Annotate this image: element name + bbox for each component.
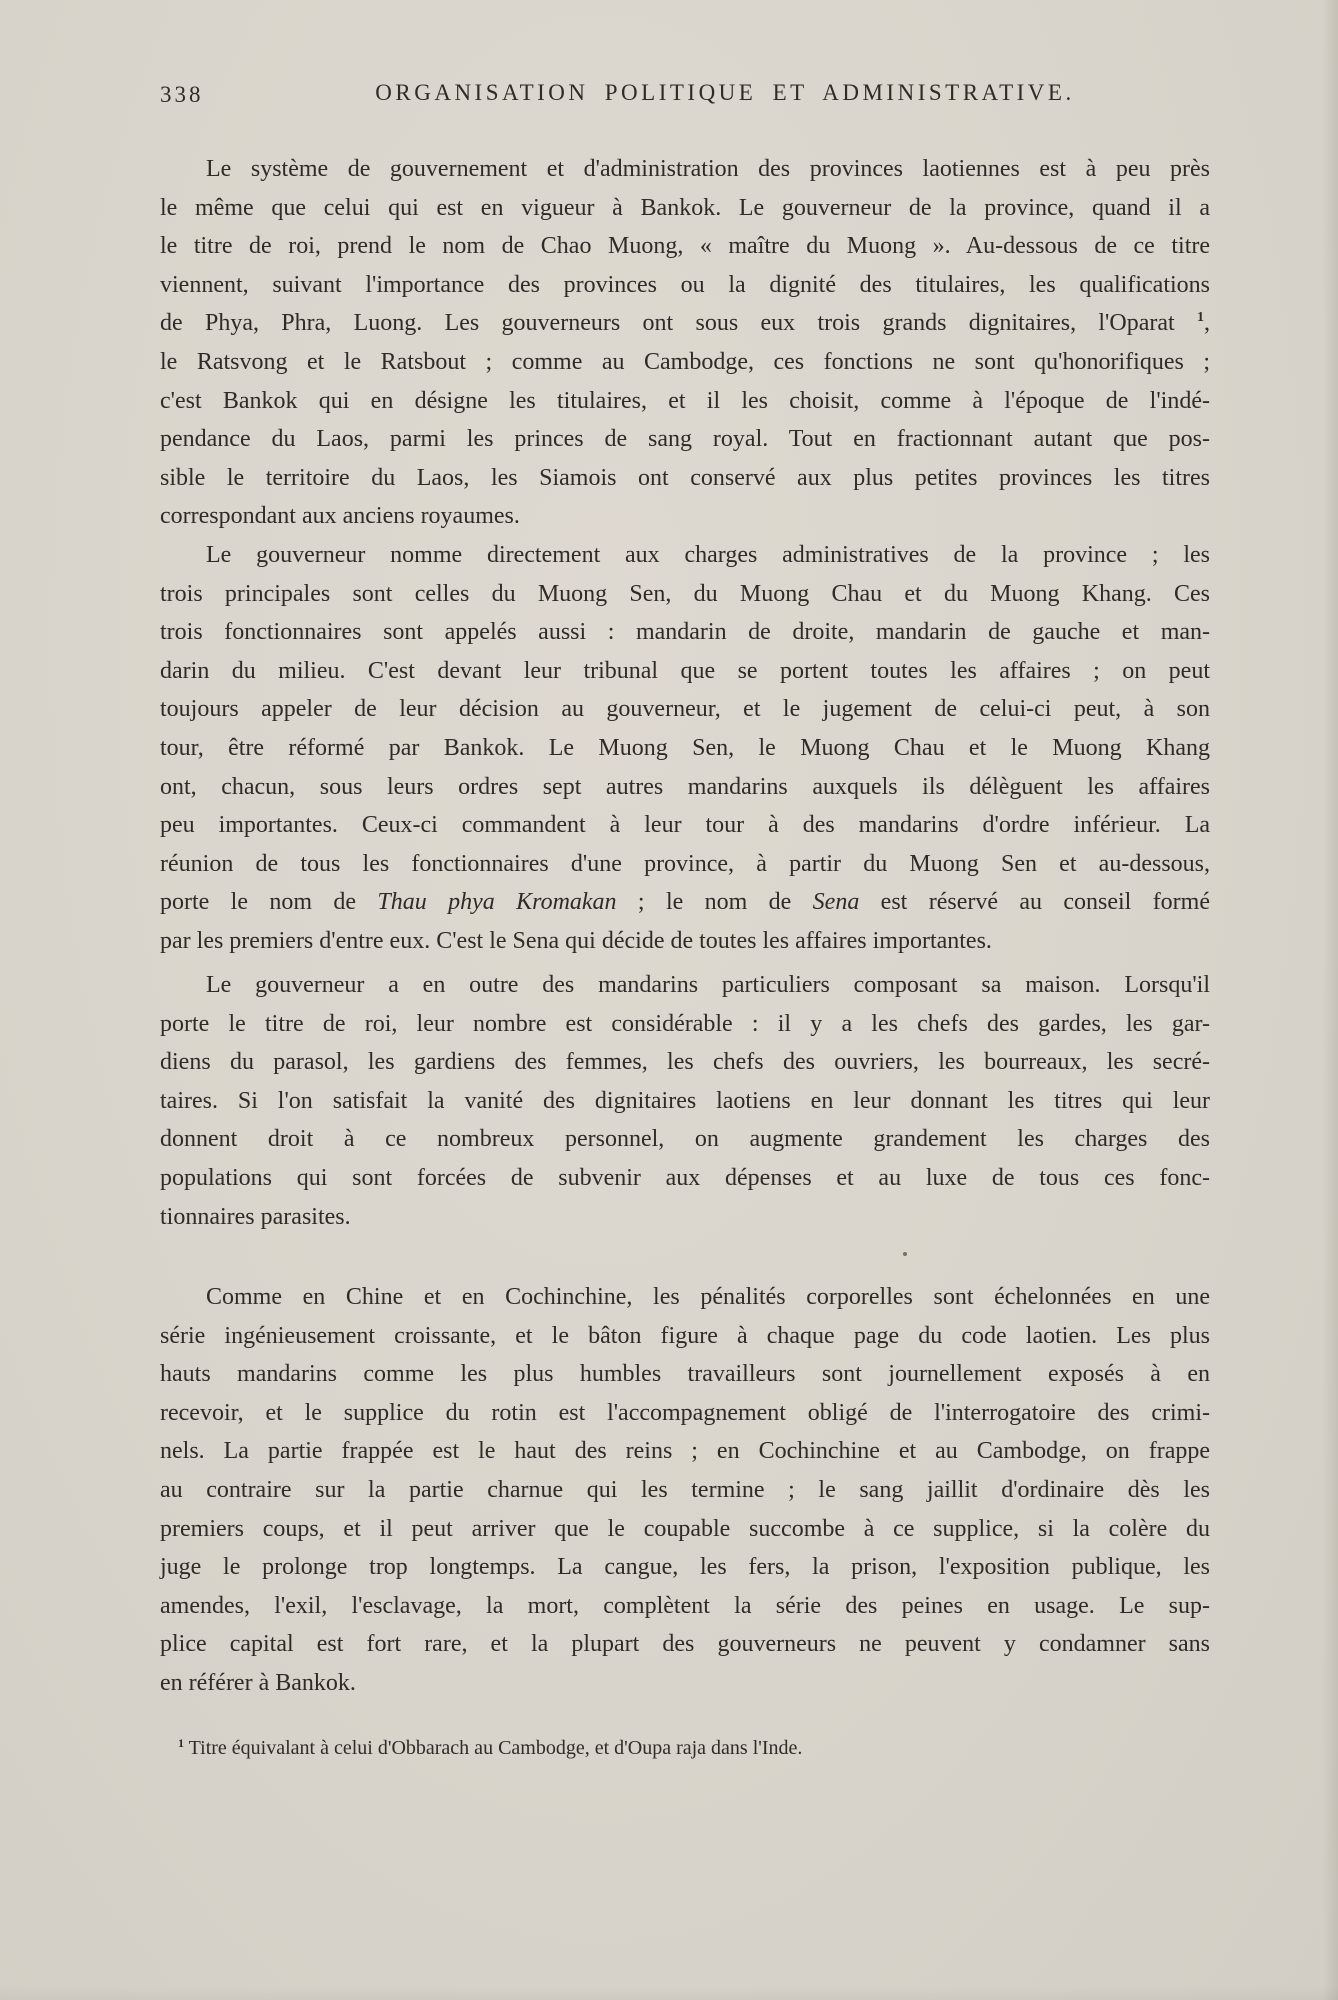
text-line: populations qui sont forcées de subvenir aux dépenses et au luxe de tous ces fonc- — [160, 1164, 1210, 1191]
text-line: peu importantes. Ceux-ci commandent à leur tour à des mandarins d'ordre inférieur. La — [160, 812, 1210, 839]
text-line: Le gouverneur a en outre des mandarins particuliers composant sa maison. Lorsqu'il — [206, 972, 1210, 998]
text-line: correspondant aux anciens royaumes. — [160, 503, 520, 530]
text-segment: est réservé au conseil formé — [859, 889, 1210, 916]
text-line: tour, être réformé par Bankok. Le Muong Sen, le Muong Chau et le Muong Khang — [160, 734, 1210, 761]
text-line: c'est Bankok qui en désigne les titulaires, et il les choisit, comme à l'époque de l'indé- — [160, 387, 1210, 414]
italic-term: Thau phya Kromakan — [377, 889, 617, 916]
text-line: hauts mandarins comme les plus humbles travailleurs sont journellement exposés à en — [160, 1361, 1210, 1388]
text-line: nels. La partie frappée est le haut des reins ; en Cochinchine et au Cambodge, on frappe — [160, 1438, 1210, 1465]
text-line: au contraire sur la partie charnue qui les termine ; le sang jaillit d'ordinaire dès les — [160, 1476, 1210, 1503]
text-line: Le système de gouvernement et d'administration des provinces laotiennes est à peu près — [206, 156, 1210, 182]
paragraph-3 — [160, 966, 1210, 1236]
text-line — [160, 304, 1210, 343]
text-segment: porte le nom de — [160, 889, 378, 916]
text-line: réunion de tous les fonctionnaires d'une province, à partir du Muong Sen et au-dessous, — [160, 850, 1210, 877]
text-line: viennent, suivant l'importance des provinces ou la dignité des titulaires, les qualifications — [160, 271, 1210, 298]
text-line: recevoir, et le supplice du rotin est l'accompagnement obligé de l'interrogatoire des crimi- — [160, 1399, 1210, 1426]
text-line: porte le titre de roi, leur nombre est considérable : il y a les chefs des gardes, les gar- — [160, 1010, 1210, 1037]
text-segment: de Phya, Phra, Luong. Les gouverneurs ont sous eux trois grands dignitaires, l'Oparat — [160, 310, 1197, 337]
text-line: taires. Si l'on satisfait la vanité des dignitaires laotiens en leur donnant les titres qui leur — [160, 1087, 1210, 1114]
text-line: toujours appeler de leur décision au gouverneur, et le jugement de celui-ci peut, à son — [160, 696, 1210, 723]
text-line: tionnaires parasites. — [160, 1203, 351, 1230]
page-edge-shadow — [1322, 0, 1338, 2000]
text-line: sible le territoire du Laos, les Siamois ont conservé aux plus petites provinces les titres — [160, 464, 1210, 491]
text-line: plice capital est fort rare, et la plupart des gouverneurs ne peuvent y condamner sans — [160, 1631, 1210, 1658]
text-line: le titre de roi, prend le nom de Chao Muong, « maître du Muong ». Au-dessous de ce titre — [160, 233, 1210, 260]
text-line — [160, 883, 1210, 922]
text-line: trois fonctionnaires sont appelés aussi : mandarin de droite, mandarin de gauche et man- — [160, 619, 1210, 646]
text-line: Comme en Chine et en Cochinchine, les pénalités corporelles sont échelonnées en une — [206, 1284, 1210, 1310]
text-line: série ingénieusement croissante, et le bâton figure à chaque page du code laotien. Les plus — [160, 1322, 1210, 1349]
text-line: pendance du Laos, parmi les princes de sang royal. Tout en fractionnant autant que pos- — [160, 426, 1210, 453]
text-line: le même que celui qui est en vigueur à Bankok. Le gouverneur de la province, quand il a — [160, 194, 1210, 221]
text-line: ont, chacun, sous leurs ordres sept autres mandarins auxquels ils délèguent les affaires — [160, 773, 1210, 800]
text-segment: , — [1204, 310, 1210, 337]
text-line: le Ratsvong et le Ratsbout ; comme au Cambodge, ces fonctions ne sont qu'honorifiques ; — [160, 348, 1210, 375]
running-header-title: ORGANISATION POLITIQUE ET ADMINISTRATIVE. — [375, 80, 1075, 105]
footnote — [178, 1734, 1210, 1762]
page-bottom-shadow — [0, 1986, 1338, 2000]
page-number: 338 — [160, 82, 204, 107]
paragraph-1 — [160, 150, 1210, 536]
footnote-reference: 1 — [1197, 310, 1204, 326]
text-line: darin du milieu. C'est devant leur tribunal que se portent toutes les affaires ; on peut — [160, 657, 1210, 684]
text-segment: ; le nom de — [616, 889, 813, 916]
text-line: trois principales sont celles du Muong Sen, du Muong Chau et du Muong Khang. Ces — [160, 580, 1210, 607]
text-line: premiers coups, et il peut arriver que le coupable succombe à ce supplice, si la colère du — [160, 1515, 1210, 1542]
italic-term: Sena — [812, 889, 860, 916]
text-line: juge le prolonge trop longtemps. La cangue, les fers, la prison, l'exposition publique, les — [160, 1554, 1210, 1581]
text-line: Le gouverneur nomme directement aux charges administratives de la province ; les — [206, 542, 1210, 568]
text-line: diens du parasol, les gardiens des femmes, les chefs des ouvriers, les bourreaux, les secré- — [160, 1049, 1210, 1076]
page-header — [160, 80, 1210, 114]
footnote-text: Titre équivalant à celui d'Obbarach au Cambodge, et d'Oupa raja dans l'Inde. — [184, 1737, 803, 1759]
text-line: par les premiers d'entre eux. C'est le Sena qui décide de toutes les affaires importantes. — [160, 927, 992, 954]
paragraph-2 — [160, 536, 1210, 961]
paragraph-4 — [160, 1278, 1210, 1703]
text-line: amendes, l'exil, l'esclavage, la mort, complètent la série des peines en usage. Le sup- — [160, 1592, 1210, 1619]
footnote-marker: 1 — [178, 1736, 184, 1750]
text-line: en référer à Bankok. — [160, 1669, 356, 1696]
text-line: donnent droit à ce nombreux personnel, on augmente grandement les charges des — [160, 1126, 1210, 1153]
scan-artifact-dot — [903, 1252, 907, 1256]
